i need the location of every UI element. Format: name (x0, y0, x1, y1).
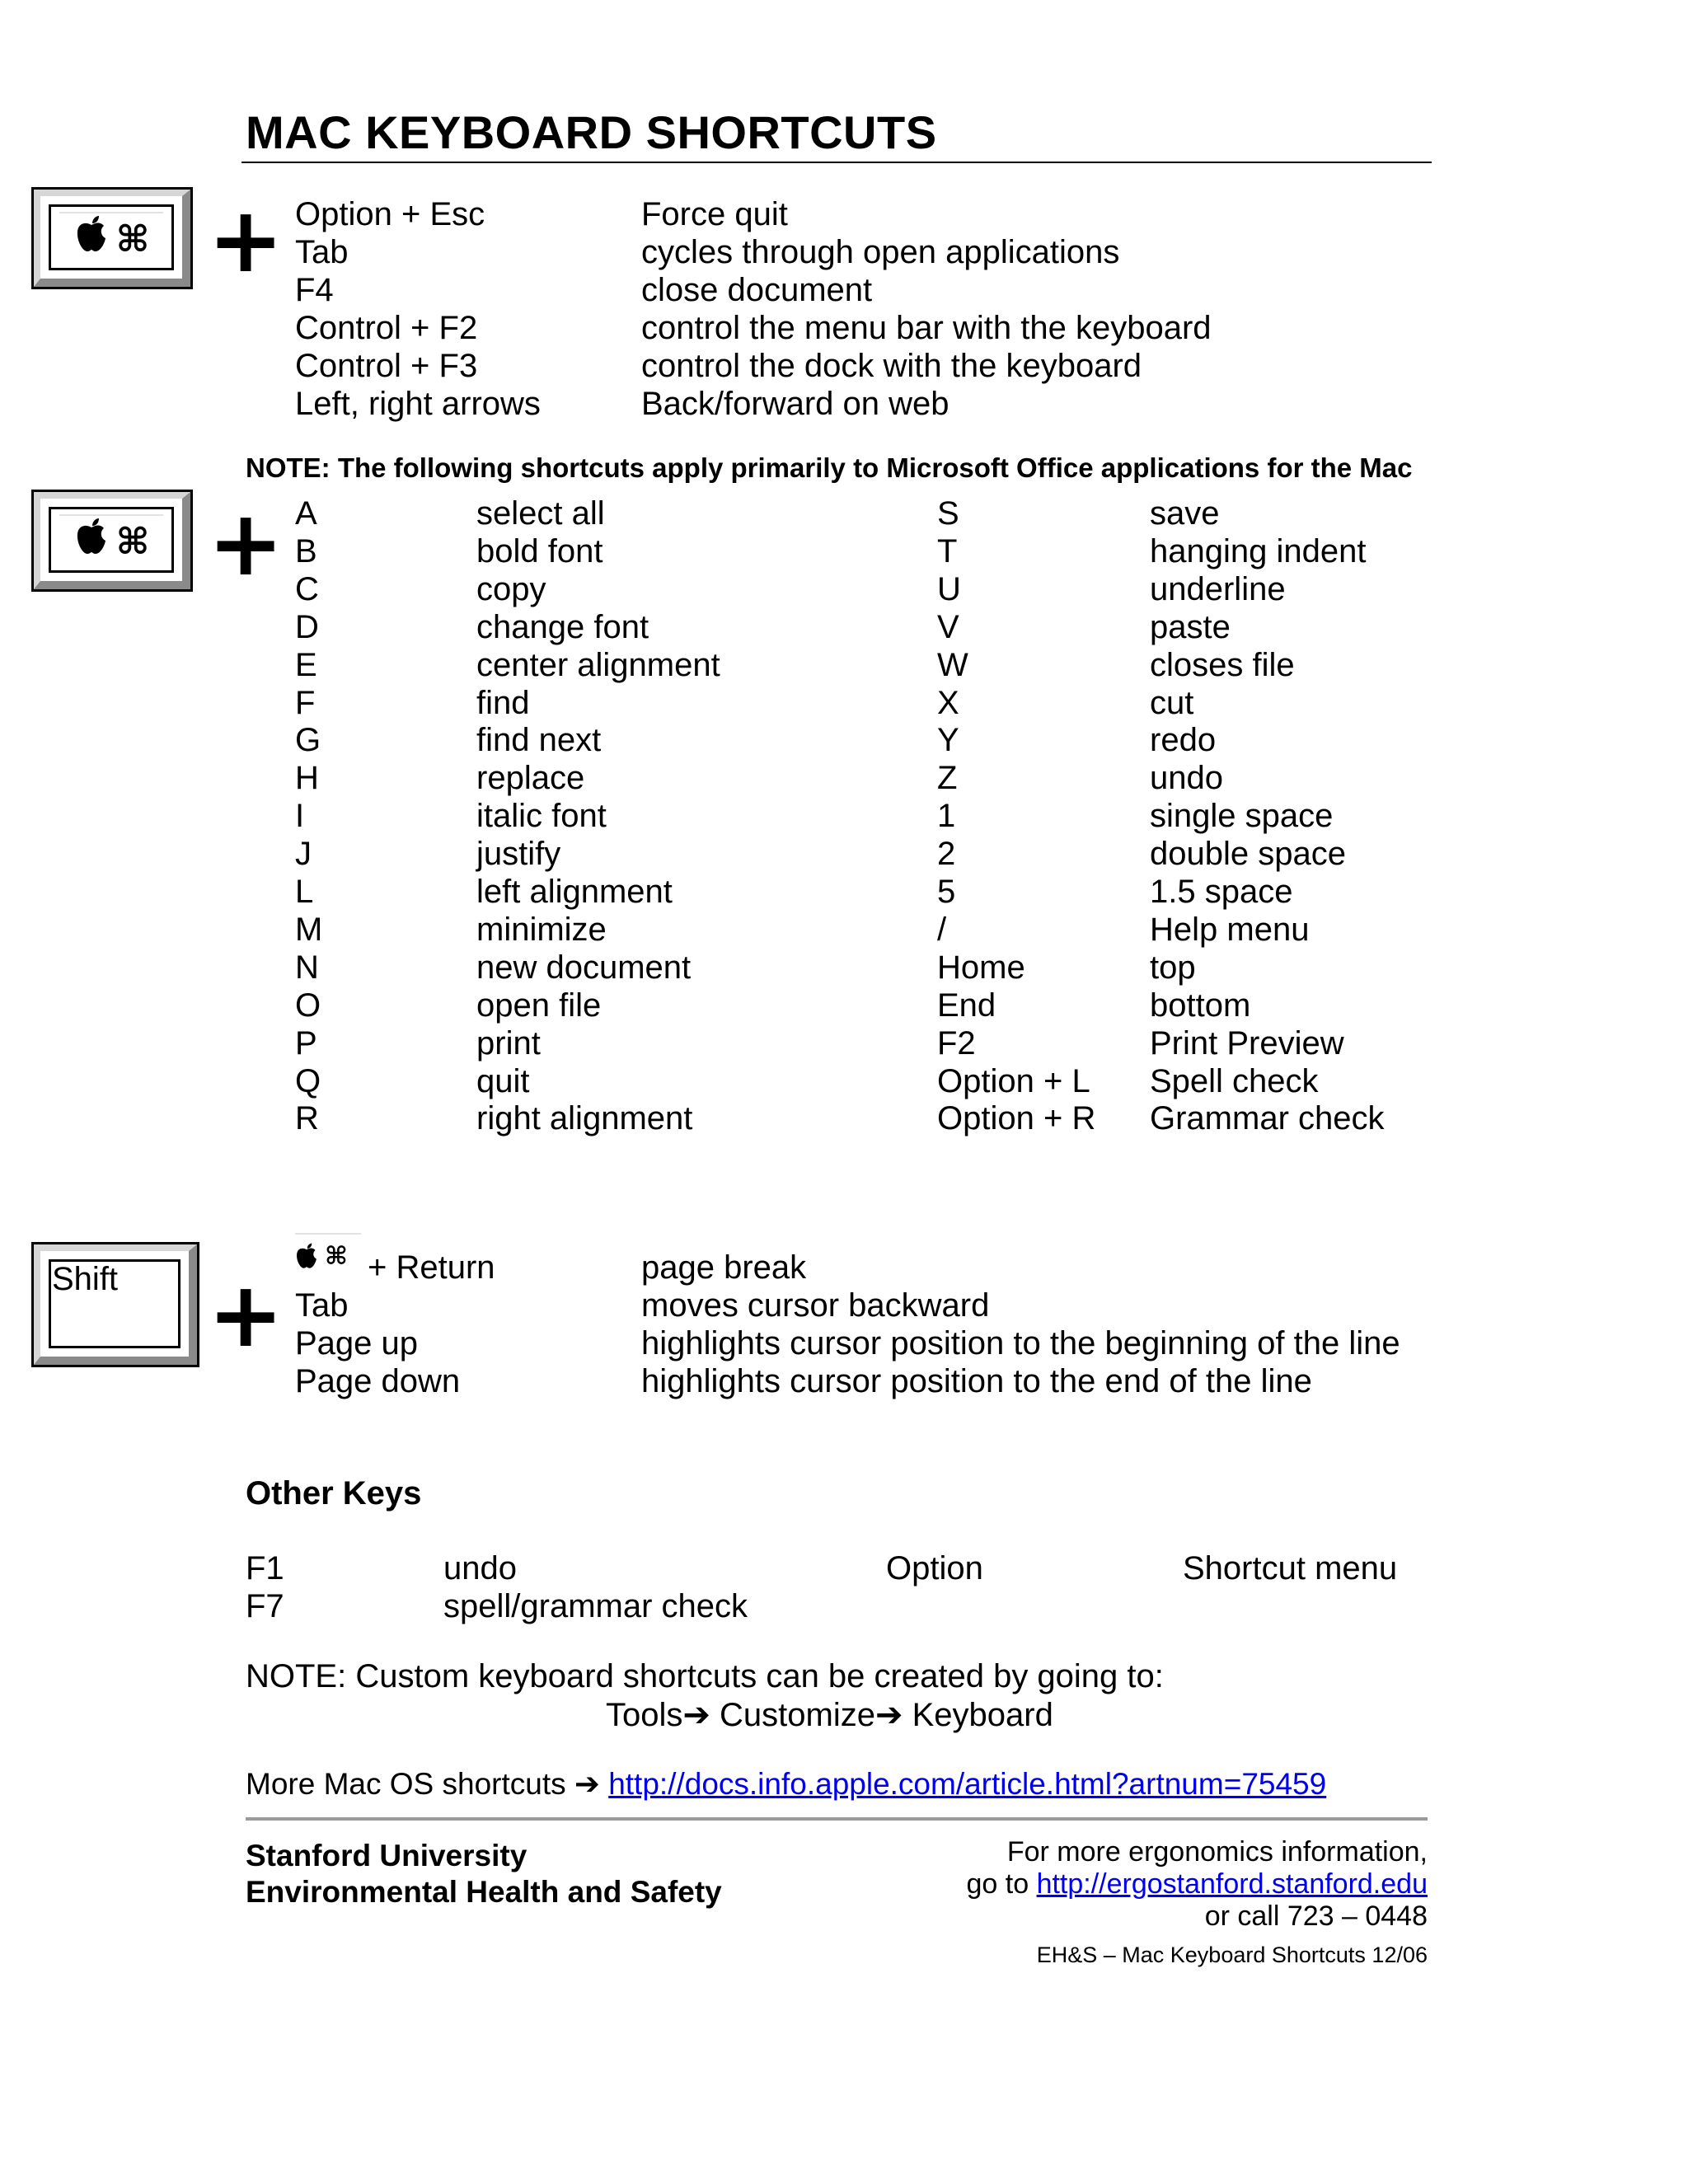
shortcut-key: Page down (295, 1363, 461, 1399)
shortcut-action: paste (1150, 608, 1231, 645)
shortcut-key: W (937, 646, 968, 683)
shortcut-key: End (937, 987, 996, 1024)
apple-icon (75, 215, 108, 263)
shortcut-action: Help menu (1150, 911, 1310, 948)
apple-icon (295, 1242, 318, 1270)
shortcut-key: 5 (937, 874, 956, 910)
footer-organization (246, 1838, 722, 1910)
shortcut-action: spell/grammar check (443, 1588, 748, 1624)
shortcut-key: Home (937, 949, 1025, 986)
other-keys-heading: Other Keys (246, 1475, 422, 1511)
shortcut-action: control the menu bar with the keyboard (641, 310, 1212, 346)
shortcut-key: A (295, 495, 317, 532)
custom-shortcuts-note: NOTE: Custom keyboard shortcuts can be created by going to: (246, 1658, 1164, 1694)
shortcut-action: closes file (1150, 646, 1295, 683)
shortcut-key: 1 (937, 798, 956, 835)
shortcut-action: Grammar check (1150, 1100, 1385, 1137)
shortcut-action: cycles through open applications (641, 234, 1120, 270)
org-department: Environmental Health and Safety (246, 1875, 722, 1909)
shortcut-action: single space (1150, 798, 1334, 835)
shift-key-label: Shift (52, 1261, 119, 1297)
shortcut-key: D (295, 608, 319, 645)
shortcut-action: moves cursor backward (641, 1287, 990, 1324)
shortcut-action: Force quit (641, 196, 788, 232)
apple-icon (75, 518, 108, 565)
shortcut-key: B (295, 532, 317, 569)
shortcut-key: F (295, 684, 316, 721)
shortcut-key: O (295, 987, 321, 1024)
shortcut-action: double space (1150, 836, 1346, 873)
shortcut-key: / (937, 911, 947, 948)
title-divider (241, 162, 1432, 163)
shortcut-action: Back/forward on web (641, 386, 950, 422)
shortcut-action: minimize (476, 911, 607, 948)
shortcut-action: 1.5 space (1150, 874, 1293, 910)
shortcut-key: G (295, 722, 321, 759)
custom-shortcuts-path (606, 1696, 1053, 1734)
shortcut-key: Control + F3 (295, 348, 478, 384)
contact-phone: or call 723 – 0448 (1204, 1900, 1428, 1932)
contact-prefix: go to (966, 1868, 1029, 1900)
shortcut-key: Option + L (937, 1062, 1090, 1099)
shortcut-key: M (295, 911, 323, 948)
shortcut-action: page break (641, 1249, 807, 1286)
shortcut-key: E (295, 646, 317, 683)
shortcut-action: bold font (476, 532, 603, 569)
more-shortcuts-line (246, 1766, 1326, 1802)
shortcut-key: H (295, 760, 319, 797)
shortcut-key: N (295, 949, 319, 986)
shortcut-key: F2 (937, 1024, 976, 1062)
other-key-option-action: Shortcut menu (1183, 1550, 1398, 1586)
shortcut-key: P (295, 1024, 317, 1062)
shortcut-action: italic font (476, 798, 607, 835)
path-step-keyboard: Keyboard (912, 1697, 1053, 1733)
shortcut-action: redo (1150, 722, 1217, 759)
shortcut-action: save (1150, 495, 1220, 532)
shortcut-key: U (937, 570, 961, 607)
plus-icon: + (208, 490, 284, 596)
shortcut-action: quit (476, 1062, 530, 1099)
shortcut-action: Spell check (1150, 1062, 1319, 1099)
shortcut-action: print (476, 1024, 541, 1062)
shortcut-key: 2 (937, 836, 956, 873)
command-icon: ⌘ (325, 1241, 348, 1271)
shortcut-action: undo (443, 1550, 517, 1586)
shortcut-action: find next (476, 722, 602, 759)
shortcut-key: + Return (368, 1249, 495, 1286)
shortcut-key: F7 (246, 1588, 284, 1624)
shortcut-key: Left, right arrows (295, 386, 541, 422)
shortcut-key: Tab (295, 234, 349, 270)
shortcut-key: Z (937, 760, 958, 797)
shortcut-key: C (295, 570, 319, 607)
page-title: MAC KEYBOARD SHORTCUTS (246, 106, 937, 158)
shift-key-graphic (31, 1242, 199, 1367)
command-key-graphic (31, 490, 193, 592)
path-step-customize: Customize (720, 1697, 875, 1733)
inline-command-key (295, 1238, 348, 1272)
contact-line2 (966, 1868, 1428, 1900)
shortcut-key: X (937, 684, 959, 721)
apple-shortcuts-link[interactable]: http://docs.info.apple.com/article.html?artnum=75459 (608, 1767, 1327, 1801)
shortcut-action: find (476, 684, 530, 721)
document-id: EH&S – Mac Keyboard Shortcuts 12/06 (1036, 1943, 1428, 1967)
footer-divider (246, 1817, 1428, 1821)
shortcut-action: copy (476, 570, 546, 607)
shortcut-action: justify (476, 836, 561, 873)
shortcut-action: undo (1150, 760, 1223, 797)
shortcut-key: J (295, 836, 312, 873)
shortcut-action: Print Preview (1150, 1024, 1344, 1062)
footer-contact (966, 1836, 1428, 1933)
shortcut-action: highlights cursor position to the beginning of the line (641, 1325, 1400, 1361)
shortcut-action: new document (476, 949, 692, 986)
ergonomics-link[interactable]: http://ergostanford.stanford.edu (1036, 1868, 1428, 1900)
shortcut-key: R (295, 1100, 319, 1137)
shortcut-action: top (1150, 949, 1196, 986)
right-arrow-icon: ➔ (682, 1696, 710, 1734)
command-icon: ⌘ (115, 520, 150, 563)
other-key-option: Option (886, 1550, 983, 1586)
more-shortcuts-label: More Mac OS shortcuts (246, 1767, 566, 1801)
shortcut-key: V (937, 608, 959, 645)
office-note: NOTE: The following shortcuts apply primarily to Microsoft Office applications for the Mac (246, 452, 1413, 483)
shortcut-action: bottom (1150, 987, 1251, 1024)
shortcut-key: Tab (295, 1287, 349, 1324)
shortcut-action: open file (476, 987, 602, 1024)
right-arrow-icon: ➔ (874, 1696, 903, 1734)
shortcut-action: right alignment (476, 1100, 693, 1137)
shortcut-action: control the dock with the keyboard (641, 348, 1142, 384)
path-step-tools: Tools (606, 1697, 683, 1733)
shortcut-key: Option + R (937, 1100, 1096, 1137)
shortcut-action: center alignment (476, 646, 720, 683)
shortcut-action: select all (476, 495, 605, 532)
contact-line1: For more ergonomics information, (1006, 1836, 1428, 1868)
shortcut-action: cut (1150, 684, 1194, 721)
shortcut-key: Option + Esc (295, 196, 485, 232)
shortcut-action: replace (476, 760, 585, 797)
plus-icon: + (208, 187, 284, 293)
shortcut-key: I (295, 798, 305, 835)
right-arrow-icon: ➔ (574, 1766, 600, 1802)
shortcut-action: highlights cursor position to the end of the line (641, 1363, 1312, 1399)
shortcut-key: F4 (295, 272, 334, 308)
shortcut-key: Q (295, 1062, 321, 1099)
shortcut-key: T (937, 532, 958, 569)
shortcut-key: Page up (295, 1325, 419, 1361)
shortcut-action: left alignment (476, 874, 673, 910)
shortcut-action: underline (1150, 570, 1286, 607)
shortcut-key: F1 (246, 1550, 284, 1586)
shortcut-key: Y (937, 722, 959, 759)
org-name: Stanford University (246, 1839, 528, 1872)
command-icon: ⌘ (115, 218, 150, 260)
shortcut-action: close document (641, 272, 873, 308)
shortcut-key: L (295, 874, 314, 910)
command-key-graphic (31, 187, 193, 289)
shortcut-action: hanging indent (1150, 532, 1367, 569)
shortcut-key: Control + F2 (295, 310, 478, 346)
shortcut-key: S (937, 495, 959, 532)
plus-icon: + (208, 1262, 284, 1367)
shortcut-action: change font (476, 608, 649, 645)
